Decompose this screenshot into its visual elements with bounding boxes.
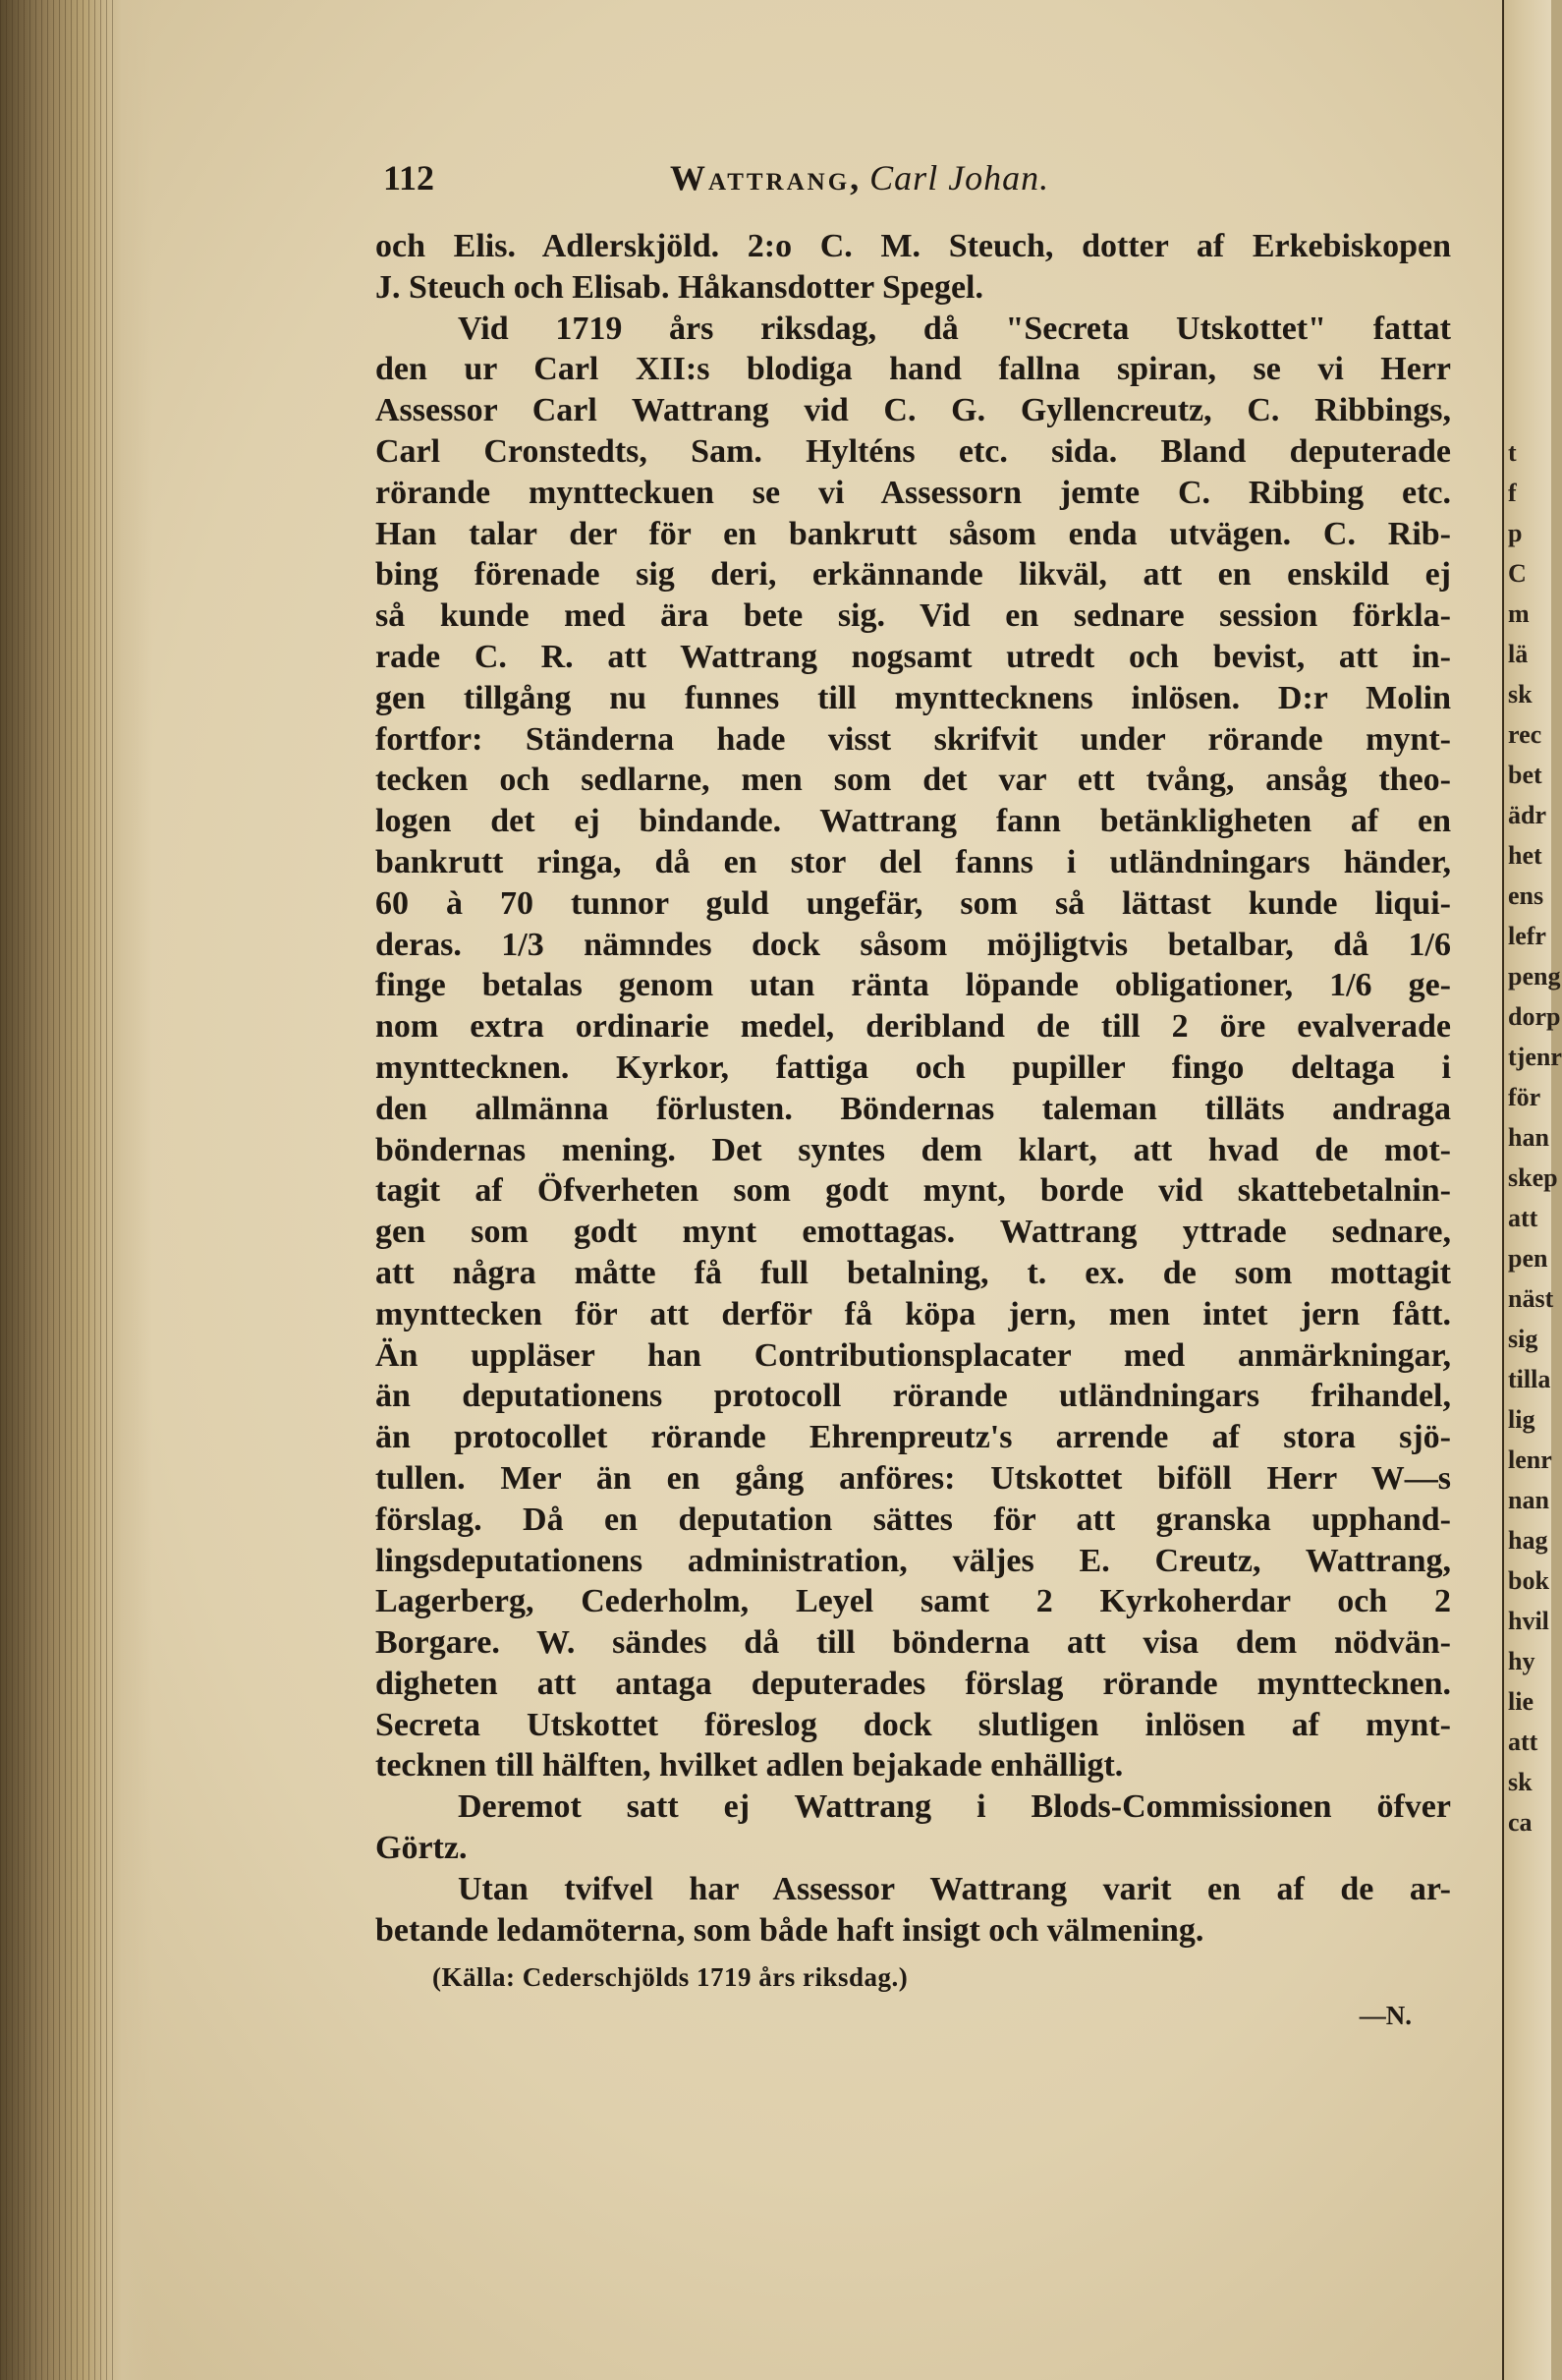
next-page-fragment: lie bbox=[1508, 1687, 1534, 1716]
next-page-fragment: lenr bbox=[1508, 1445, 1552, 1474]
text-line: tecken och sedlarne, men som det var ett tvång, ansåg theo- bbox=[375, 762, 1451, 799]
text-line: tecknen till hälften, hvilket adlen bejakade enhälligt. bbox=[375, 1747, 1124, 1785]
next-page-fragments bbox=[1508, 432, 1562, 1837]
text-line: mynttecknen. Kyrkor, fattiga och pupiller fingo deltaga i bbox=[375, 1048, 1451, 1086]
text-line: Än uppläser han Contributionsplacater med anmärkningar, bbox=[375, 1336, 1451, 1374]
next-page-fragment: ädr bbox=[1508, 801, 1546, 829]
running-title-surname: Wattrang bbox=[670, 158, 851, 198]
next-page-fragment: lig bbox=[1508, 1405, 1535, 1434]
text-line: Deremot satt ej Wattrang i Blods-Commissionen öfver bbox=[458, 1788, 1451, 1826]
text-line: och Elis. Adlerskjöld. 2:o C. M. Steuch, dotter af Erkebiskopen bbox=[375, 228, 1451, 264]
text-line: tullen. Mer än en gång anföres: Utskottet biföll Herr W—s bbox=[375, 1459, 1451, 1497]
next-page-fragment: hag bbox=[1508, 1526, 1548, 1555]
next-page-fragment: m bbox=[1508, 599, 1530, 628]
next-page-fragment: att bbox=[1508, 1728, 1538, 1756]
next-page-fragment: tjenr bbox=[1508, 1043, 1562, 1071]
next-page-fragment: dorp bbox=[1508, 1002, 1561, 1031]
next-page-fragment: p bbox=[1508, 519, 1523, 547]
text-line: Secreta Utskottet föreslog dock slutligen inlösen af mynt- bbox=[375, 1706, 1451, 1743]
next-page-fragment: att bbox=[1508, 1204, 1538, 1232]
text-line: bing förenade sig deri, erkännande likväl, att en enskild ej bbox=[375, 556, 1451, 594]
text-line: 60 à 70 tunnor guld ungefär, som så lättast kunde liqui- bbox=[375, 884, 1451, 922]
next-page-fragment: C bbox=[1508, 559, 1527, 588]
running-head bbox=[375, 147, 1451, 226]
text-line: Han talar der för en bankrutt såsom enda utvägen. C. Rib- bbox=[375, 515, 1451, 552]
next-page-fragment: sk bbox=[1508, 1768, 1533, 1796]
text-line: så kunde med ära bete sig. Vid en sednare session förkla- bbox=[375, 597, 1451, 635]
text-line: finge betalas genom utan ränta löpande obligationer, 1/6 ge- bbox=[375, 967, 1451, 1004]
text-line: rade C. R. att Wattrang nogsamt utredt och bevist, att in- bbox=[375, 638, 1451, 675]
text-line: tagit af Öfverheten som godt mynt, borde vid skattebetalnin- bbox=[375, 1172, 1451, 1210]
next-page-fragment: sig bbox=[1508, 1325, 1538, 1353]
text-line: bankrutt ringa, då en stor del fanns i utländningars händer, bbox=[375, 843, 1451, 880]
text-line: den ur Carl XII:s blodiga hand fallna spiran, se vi Herr bbox=[375, 351, 1451, 388]
next-page-fragment: bet bbox=[1508, 761, 1542, 789]
source-note: (Källa: Cederschjölds 1719 års riksdag.) bbox=[432, 1962, 909, 1993]
next-page-fragment: rec bbox=[1508, 720, 1542, 749]
text-line: rörande myntteckuen se vi Assessorn jemte C. Ribbing etc. bbox=[375, 474, 1451, 511]
next-page-fragment: lefr bbox=[1508, 922, 1546, 950]
text-line: böndernas mening. Det syntes dem klart, att hvad de mot- bbox=[375, 1131, 1451, 1168]
next-page-fragment: het bbox=[1508, 841, 1542, 870]
text-line: Lagerberg, Cederholm, Leyel samt 2 Kyrkoherdar och 2 bbox=[375, 1583, 1451, 1620]
text-line: nom extra ordinarie medel, deribland de till 2 öre evalverade bbox=[375, 1008, 1451, 1046]
text-line: deras. 1/3 nämndes dock såsom möjligtvis betalbar, då 1/6 bbox=[375, 926, 1451, 963]
text-line: lingsdeputationens administration, väljes E. Creutz, Wattrang, bbox=[375, 1542, 1451, 1579]
next-page-fragment: ens bbox=[1508, 881, 1544, 910]
text-line: digheten att antaga deputerades förslag rörande mynttecknen. bbox=[375, 1665, 1451, 1702]
text-line: än deputationens protocoll rörande utländningars frihandel, bbox=[375, 1378, 1451, 1415]
next-page-fragment: lä bbox=[1508, 640, 1529, 668]
next-page-fragment: sk bbox=[1508, 680, 1533, 708]
text-line: Vid 1719 års riksdag, då "Secreta Utskottet" fattat bbox=[458, 310, 1451, 347]
text-line: än protocollet rörande Ehrenpreutz's arrende af stora sjö- bbox=[375, 1419, 1451, 1456]
next-page-fragment: nan bbox=[1508, 1486, 1549, 1514]
text-block bbox=[375, 147, 1451, 2031]
text-line: J. Steuch och Elisab. Håkansdotter Spegel. bbox=[375, 268, 984, 306]
page-number: 112 bbox=[383, 158, 435, 198]
running-title-given-names: Carl Johan. bbox=[869, 158, 1050, 198]
text-line: Assessor Carl Wattrang vid C. G. Gyllencreutz, C. Ribbings, bbox=[375, 392, 1451, 429]
text-line: gen tillgång nu funnes till mynttecknens inlösen. D:r Molin bbox=[375, 679, 1451, 716]
next-page-fragment: hvil bbox=[1508, 1607, 1549, 1635]
next-page-fragment: pen bbox=[1508, 1244, 1548, 1273]
body-text bbox=[375, 226, 1451, 1951]
next-page-fragment: t bbox=[1508, 438, 1517, 467]
text-line: Utan tvifvel har Assessor Wattrang varit en af de ar- bbox=[458, 1870, 1451, 1907]
text-line: gen som godt mynt emottagas. Wattrang yttrade sednare, bbox=[375, 1214, 1451, 1251]
text-line: logen det ej bindande. Wattrang fann betänkligheten af en bbox=[375, 803, 1451, 840]
text-line: Carl Cronstedts, Sam. Hylténs etc. sida. Bland deputerade bbox=[375, 432, 1451, 470]
text-line: Görtz. bbox=[375, 1830, 468, 1867]
next-page-fragment: för bbox=[1508, 1083, 1541, 1111]
next-page-edge bbox=[1502, 0, 1562, 2380]
text-line: betande ledamöterna, som både haft insigt och välmening. bbox=[375, 1911, 1204, 1949]
next-page-fragment: bok bbox=[1508, 1566, 1549, 1595]
text-line: den allmänna förlusten. Böndernas taleman tilläts andraga bbox=[375, 1090, 1451, 1127]
text-line: fortfor: Ständerna hade visst skrifvit under rörande mynt- bbox=[375, 720, 1451, 758]
next-page-fragment: ca bbox=[1508, 1808, 1533, 1837]
running-title: Wattrang, Carl Johan. bbox=[670, 158, 1050, 198]
next-page-fragment: peng bbox=[1508, 962, 1561, 991]
text-line: förslag. Då en deputation sättes för att granska upphand- bbox=[375, 1501, 1451, 1538]
page-edges bbox=[0, 0, 118, 2380]
signature: —N. bbox=[1359, 2001, 1412, 2031]
text-line: att några måtte få full betalning, t. ex. de som mottagit bbox=[375, 1254, 1451, 1291]
next-page-fragment: skep bbox=[1508, 1163, 1558, 1192]
next-page-fragment: tilla bbox=[1508, 1365, 1551, 1393]
next-page-fragment: han bbox=[1508, 1123, 1549, 1152]
next-page-fragment: näst bbox=[1508, 1284, 1554, 1313]
text-line: Borgare. W. sändes då till bönderna att visa dem nödvän- bbox=[375, 1624, 1451, 1662]
text-line: mynttecken för att derför få köpa jern, men intet jern fått. bbox=[375, 1295, 1451, 1332]
next-page-fragment: hy bbox=[1508, 1647, 1535, 1675]
next-page-fragment: f bbox=[1508, 479, 1517, 507]
